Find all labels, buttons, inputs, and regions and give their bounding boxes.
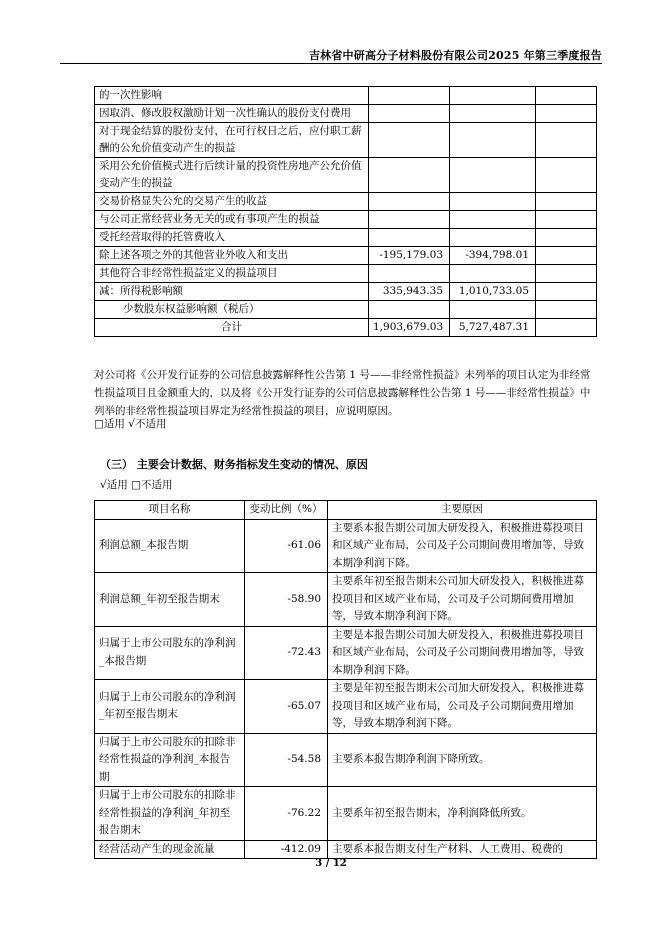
item-name-cell: 利润总额_年初至报告期末 — [95, 573, 245, 627]
table-row — [95, 123, 597, 158]
current-period-cell — [369, 87, 450, 105]
table-row — [95, 301, 597, 319]
note-cell — [536, 158, 597, 193]
ytd-cell — [450, 229, 536, 247]
table-row — [95, 87, 597, 105]
table-row — [95, 229, 597, 247]
reason-cell: 主要系本报告期净利润下降所致。 — [328, 733, 597, 787]
item-cell: 的一次性影响 — [95, 87, 369, 105]
table-row — [95, 626, 597, 680]
current-period-cell: 335,943.35 — [369, 283, 450, 301]
item-cell: 与公司正常经营业务无关的或有事项产生的损益 — [95, 211, 369, 229]
reason-cell: 主要系本报告期支付生产材料、人工费用、税费的 — [328, 840, 597, 859]
current-period-cell — [369, 211, 450, 229]
table-row — [95, 193, 597, 211]
item-name-cell: 归属于上市公司股东的净利润_年初至报告期末 — [95, 680, 245, 734]
note-cell — [536, 265, 597, 283]
table-row — [95, 265, 597, 283]
applicability-checkbox: √适用 □不适用 — [100, 479, 173, 491]
ytd-cell: 1,010,733.05 — [450, 283, 536, 301]
item-cell: 除上述各项之外的其他营业外收入和支出 — [95, 247, 369, 265]
table-row — [95, 158, 597, 193]
item-cell: 少数股东权益影响额（税后） — [95, 301, 369, 319]
ytd-cell — [450, 193, 536, 211]
change-ratio-cell: -412.09 — [245, 840, 328, 859]
current-period-cell — [369, 301, 450, 319]
total-row — [95, 319, 597, 337]
ytd-cell — [450, 123, 536, 158]
note-cell — [536, 211, 597, 229]
current-period-cell — [369, 193, 450, 211]
item-cell: 因取消、修改股权激励计划一次性确认的股份支付费用 — [95, 105, 369, 123]
column-header: 变动比例（%） — [245, 501, 328, 520]
ytd-cell — [450, 301, 536, 319]
item-cell: 交易价格显失公允的交易产生的收益 — [95, 193, 369, 211]
item-name-cell: 归属于上市公司股东的扣除非经常性损益的净利润_本报告期 — [95, 733, 245, 787]
page-number: 3 / 12 — [315, 858, 347, 869]
current-period-cell — [369, 265, 450, 283]
header-divider — [60, 63, 602, 64]
table-row — [95, 787, 597, 841]
note-cell — [536, 193, 597, 211]
note-cell — [536, 319, 597, 337]
reason-cell: 主要系年初至报告期末公司加大研发投入，积极推进募投项目和区域产业布局，公司及子公司期间费用增加等，导致本期净利润下降。 — [328, 573, 597, 627]
note-cell — [536, 283, 597, 301]
disclosure-note: 对公司将《公开发行证券的公司信息披露解释性公告第 1 号——非经常性损益》未列举的项目认定为非经常性损益项目且金额重大的，以及将《公开发行证券的公司信息披露解释性公告第 1 号——非经常性损益》中列举的非经常性损益项目界定为经常性损益的项目，应说明原因。 — [94, 369, 591, 417]
item-cell: 减：所得税影响额 — [95, 283, 369, 301]
note-cell — [536, 105, 597, 123]
table-row — [95, 573, 597, 627]
ytd-cell — [450, 158, 536, 193]
item-name-cell: 归属于上市公司股东的净利润_本报告期 — [95, 626, 245, 680]
item-name-cell: 归属于上市公司股东的扣除非经常性损益的净利润_年初至报告期末 — [95, 787, 245, 841]
table-header-row — [95, 501, 597, 520]
change-ratio-cell: -54.58 — [245, 733, 328, 787]
item-name-cell: 利润总额_本报告期 — [95, 519, 245, 573]
note-cell — [536, 123, 597, 158]
current-period-cell — [369, 105, 450, 123]
table-row — [95, 105, 597, 123]
note-cell — [536, 229, 597, 247]
total-current-period: 1,903,679.03 — [369, 319, 450, 337]
table-row — [95, 519, 597, 573]
note-cell — [536, 247, 597, 265]
table-row — [95, 733, 597, 787]
applicability-checkbox: □适用 √不适用 — [94, 418, 167, 430]
report-header-title: 吉林省中研高分子材料股份有限公司2025 年第三季度报告 — [308, 49, 602, 62]
current-period-cell — [369, 229, 450, 247]
item-cell: 采用公允价值模式进行后续计量的投资性房地产公允价值变动产生的损益 — [95, 158, 369, 193]
reason-cell: 主要是本报告期公司加大研发投入，积极推进募投项目和区域产业布局，公司及子公司期间费用增加等，导致本期净利润下降。 — [328, 626, 597, 680]
change-reasons-table — [94, 500, 597, 859]
table-row — [95, 840, 597, 859]
section-title: （三） 主要会计数据、财务指标发生变动的情况、原因 — [100, 458, 368, 471]
table-row — [95, 247, 597, 265]
total-ytd: 5,727,487.31 — [450, 319, 536, 337]
item-name-cell: 经营活动产生的现金流量 — [95, 840, 245, 859]
column-header: 项目名称 — [95, 501, 245, 520]
non-recurring-items-table — [94, 86, 597, 337]
note-cell — [536, 301, 597, 319]
current-period-cell — [369, 158, 450, 193]
ytd-cell — [450, 211, 536, 229]
table-row — [95, 283, 597, 301]
current-period-cell: -195,179.03 — [369, 247, 450, 265]
table-row — [95, 680, 597, 734]
change-ratio-cell: -61.06 — [245, 519, 328, 573]
ytd-cell — [450, 265, 536, 283]
column-header: 主要原因 — [328, 501, 597, 520]
total-label: 合计 — [95, 319, 369, 337]
change-ratio-cell: -72.43 — [245, 626, 328, 680]
ytd-cell: -394,798.01 — [450, 247, 536, 265]
ytd-cell — [450, 87, 536, 105]
reason-cell: 主要系本报告期公司加大研发投入，积极推进募投项目和区域产业布局，公司及子公司期间费用增加等，导致本期净利润下降。 — [328, 519, 597, 573]
reason-cell: 主要是年初至报告期末公司加大研发投入，积极推进募投项目和区域产业布局，公司及子公司期间费用增加等，导致本期净利润下降。 — [328, 680, 597, 734]
change-ratio-cell: -76.22 — [245, 787, 328, 841]
item-cell: 对于现金结算的股份支付，在可行权日之后，应付职工薪酬的公允价值变动产生的损益 — [95, 123, 369, 158]
change-ratio-cell: -65.07 — [245, 680, 328, 734]
item-cell: 受托经营取得的托管费收入 — [95, 229, 369, 247]
current-period-cell — [369, 123, 450, 158]
note-cell — [536, 87, 597, 105]
table-row — [95, 211, 597, 229]
ytd-cell — [450, 105, 536, 123]
change-ratio-cell: -58.90 — [245, 573, 328, 627]
reason-cell: 主要系年初至报告期末，净利润降低所致。 — [328, 787, 597, 841]
item-cell: 其他符合非经常性损益定义的损益项目 — [95, 265, 369, 283]
